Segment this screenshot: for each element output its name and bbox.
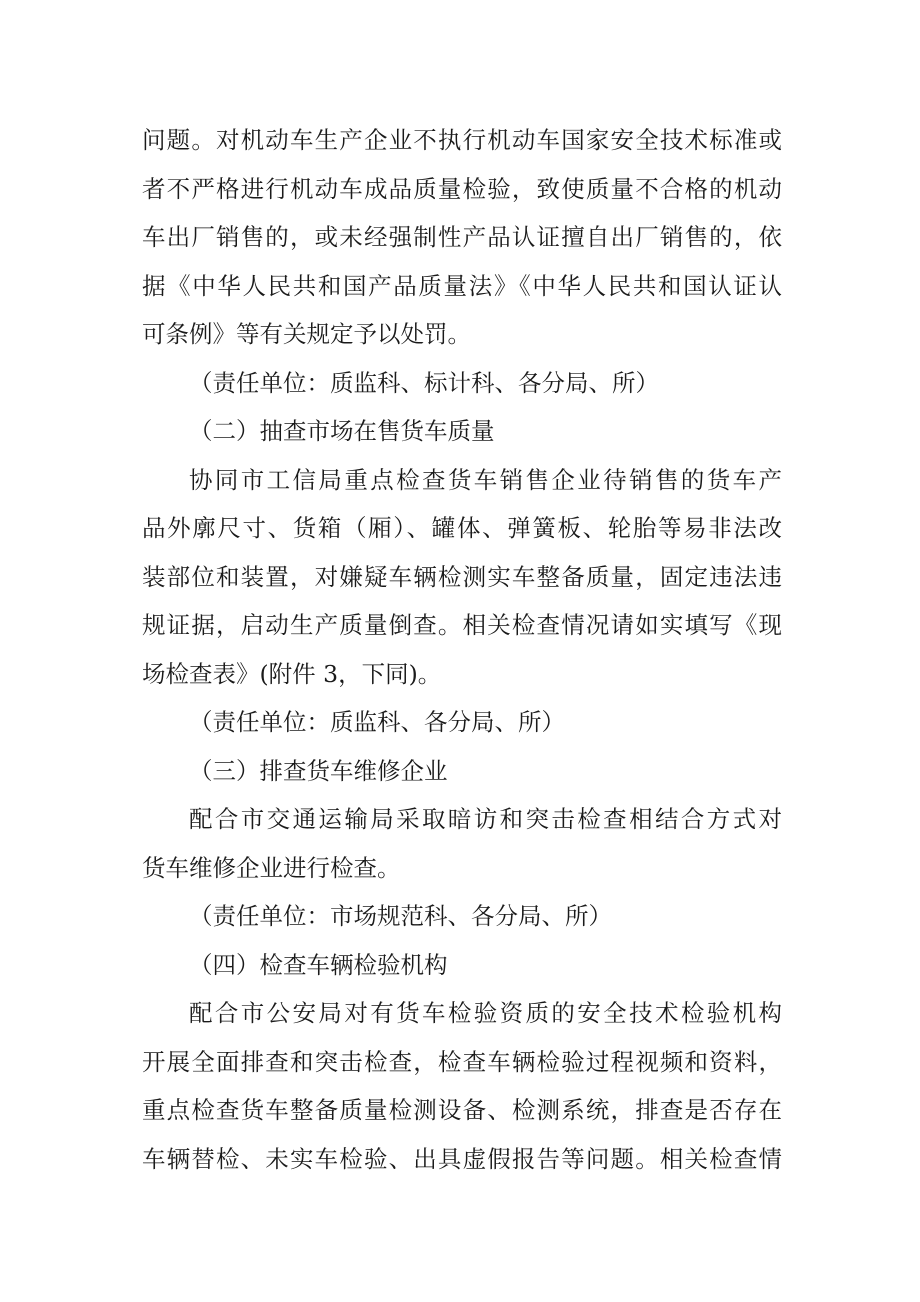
document-text-line: 问题。对机动车生产企业不执行机动车国家安全技术标准或 [142, 126, 782, 154]
document-text-line: 场检查表》(附件 3，下同)。 [142, 659, 442, 688]
document-text-line: （责任单位：质监科、标计科、各分局、所） [189, 368, 659, 397]
document-text-line: 配合市交通运输局采取暗访和突击检查相结合方式对 [189, 805, 782, 833]
document-text-line: （责任单位：质监科、各分局、所） [189, 708, 565, 736]
document-text-line: （三）排查货车维修企业 [189, 756, 448, 785]
document-text-line: 车出厂销售的，或未经强制性产品认证擅自出厂销售的，依 [142, 223, 782, 251]
document-text-line: 重点检查货车整备质量检测设备、检测系统，排查是否存在 [142, 1096, 782, 1124]
document-text-line: 车辆替检、未实车检验、出具虚假报告等问题。相关检查情 [142, 1144, 782, 1173]
document-body-text [142, 116, 782, 1183]
document-text-line: （责任单位：市场规范科、各分局、所） [189, 902, 612, 930]
document-text-line: （二）抽查市场在售货车质量 [189, 417, 495, 445]
document-text-line: 品外廓尺寸、货箱（厢）、罐体、弹簧板、轮胎等易非法改 [142, 514, 782, 542]
document-text-line: 规证据，启动生产质量倒查。相关检查情况请如实填写《现 [142, 611, 782, 639]
document-text-line: 者不严格进行机动车成品质量检验，致使质量不合格的机动 [142, 174, 782, 203]
document-text-line: 装部位和装置，对嫌疑车辆检测实车整备质量，固定违法违 [142, 562, 782, 591]
document-text-line: 货车维修企业进行检查。 [142, 853, 401, 882]
document-text-line: 开展全面排查和突击检查，检查车辆检验过程视频和资料， [142, 1047, 782, 1076]
document-text-line: 协同市工信局重点检查货车销售企业待销售的货车产 [189, 465, 782, 494]
document-text-line: 据《中华人民共和国产品质量法》《中华人民共和国认证认 [142, 271, 782, 300]
document-text-line: （四）检查车辆检验机构 [189, 950, 448, 979]
document-text-line: 配合市公安局对有货车检验资质的安全技术检验机构 [189, 999, 782, 1027]
document-text-line: 可条例》等有关规定予以处罚。 [142, 320, 471, 348]
